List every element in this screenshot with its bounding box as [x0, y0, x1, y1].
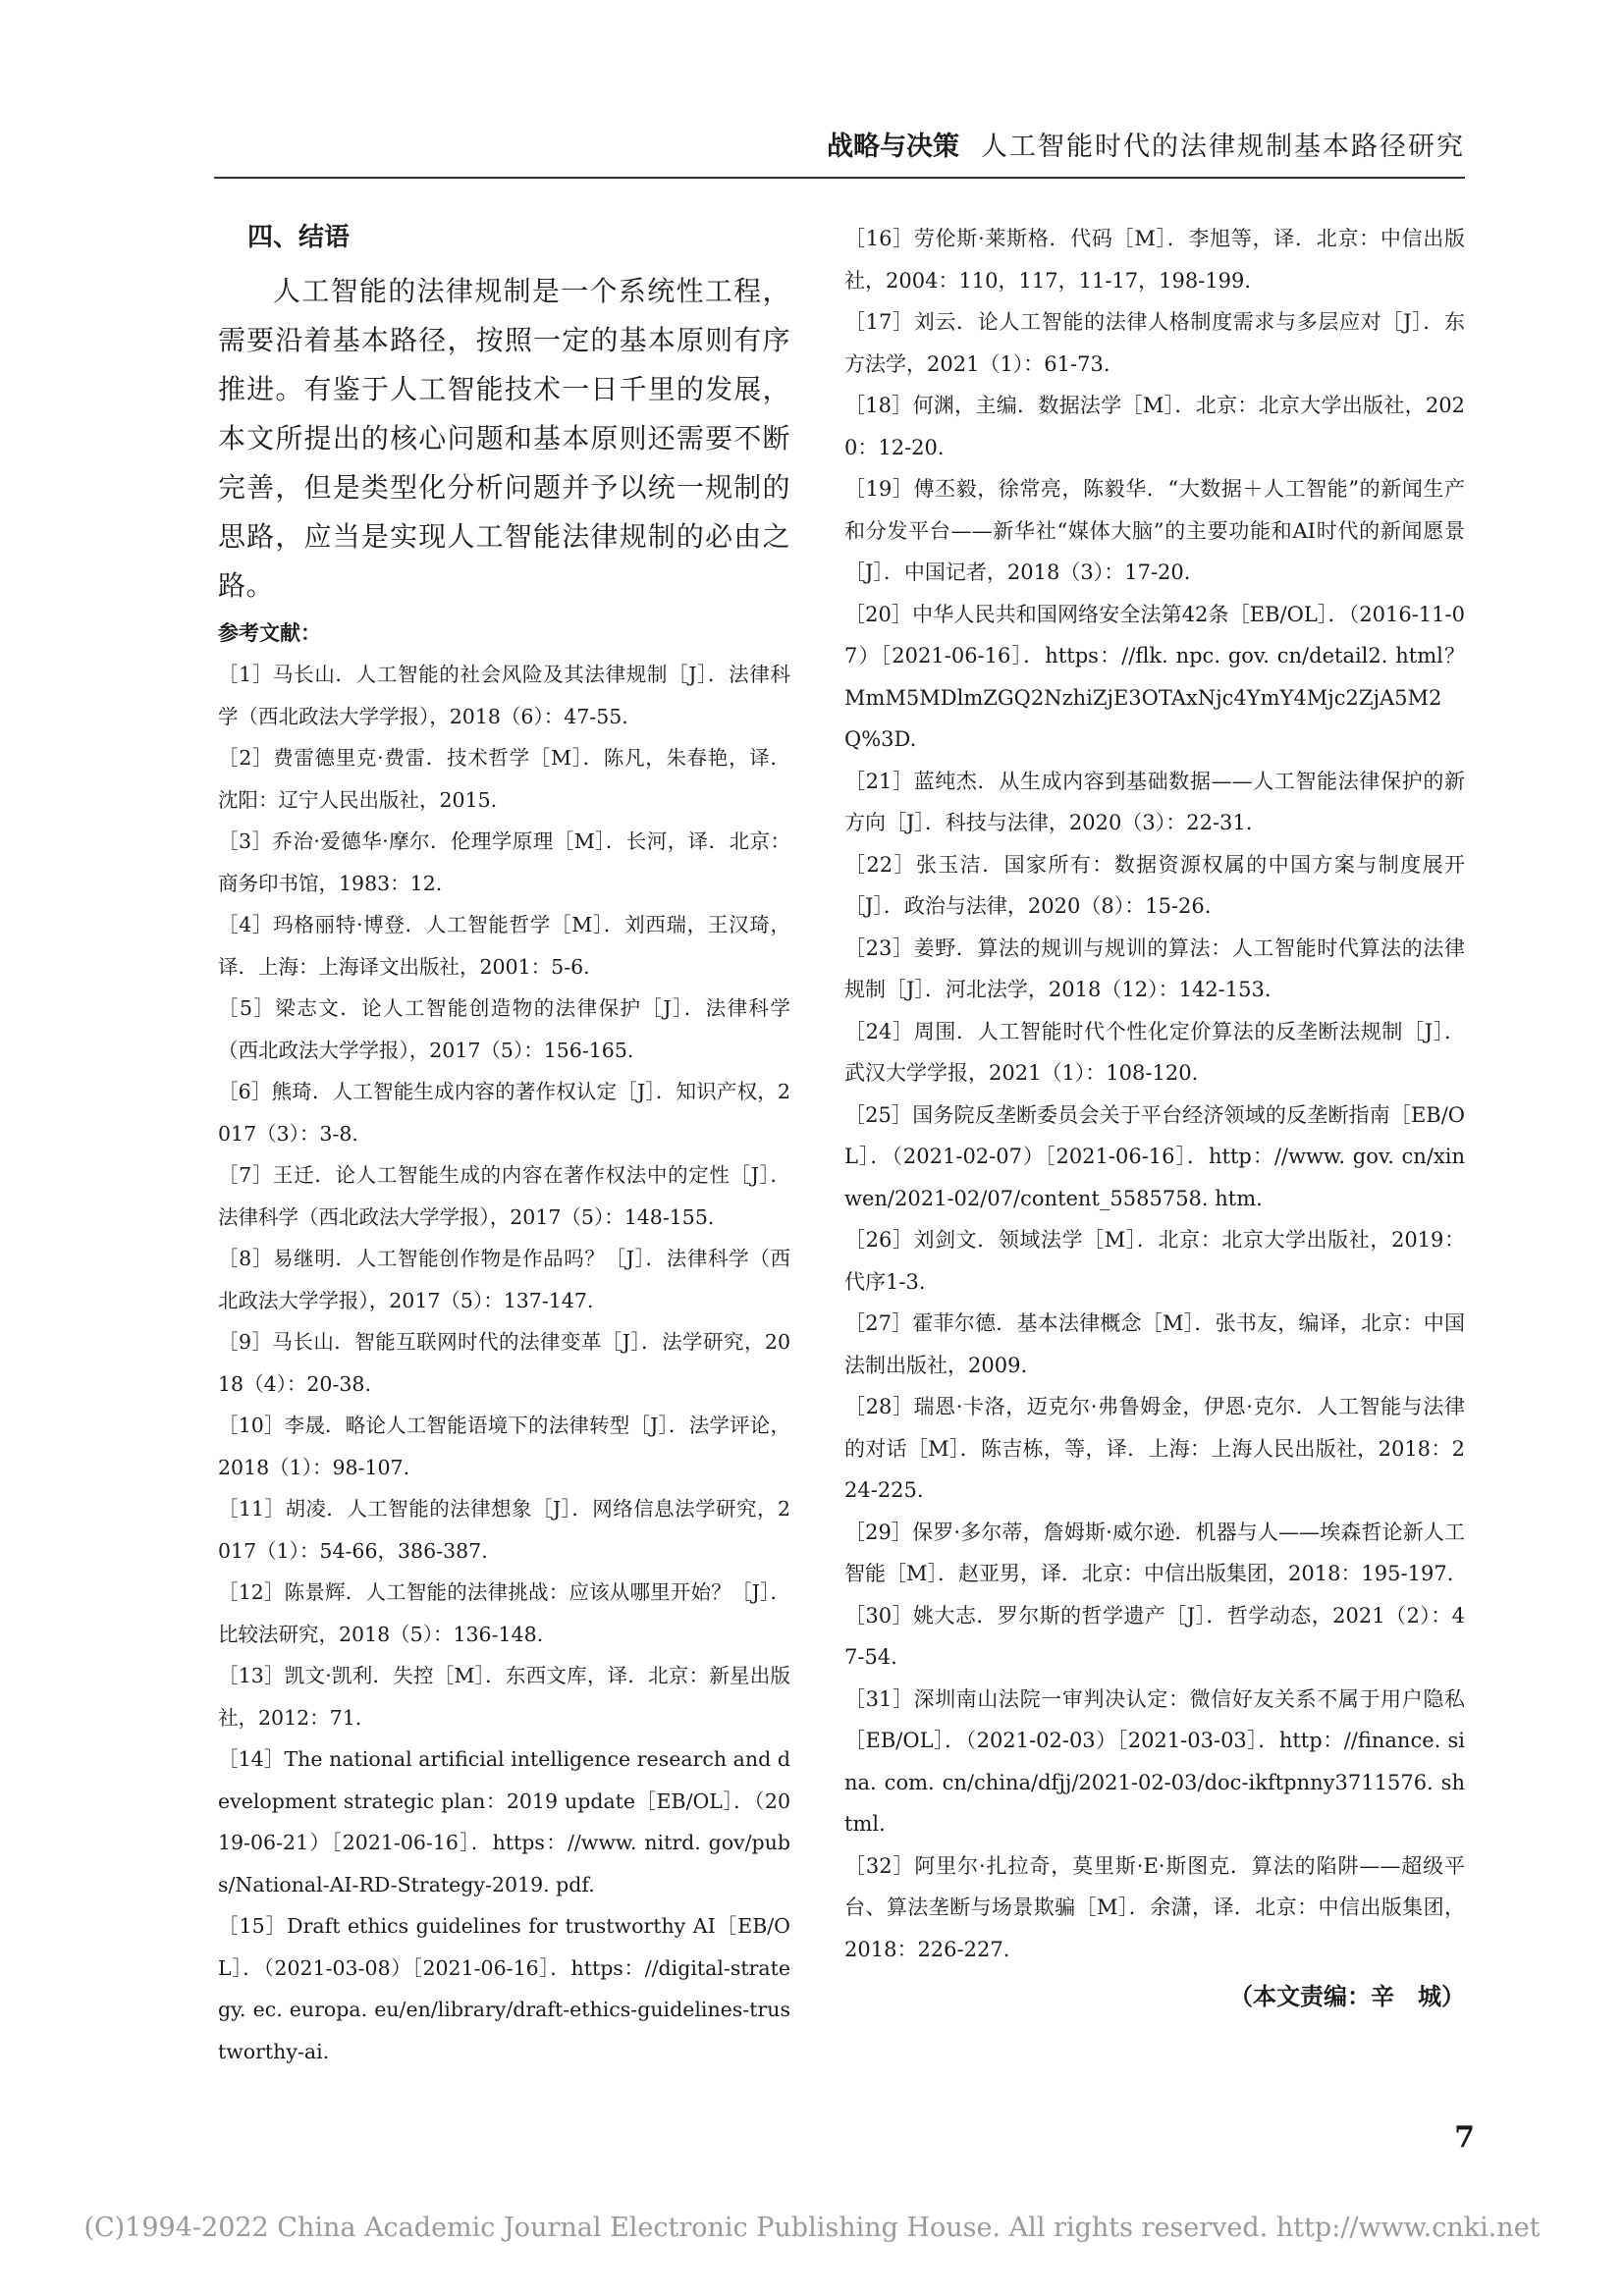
reference-item: ［17］刘云．论人工智能的法律人格制度需求与多层应对［J］．东方法学，2021（1）：61-73. — [844, 310, 1465, 376]
reference-item: ［2］费雷德里克·费雷．技术哲学［M］．陈凡，朱春艳，译．沈阳：辽宁人民出版社，2015. — [218, 746, 790, 812]
reference-item: ［3］乔治·爱德华·摩尔．伦理学原理［M］．长河，译．北京：商务印书馆，1983：12. — [218, 829, 790, 895]
reference-item: ［12］陈景辉．人工智能的法律挑战：应该从哪里开始？［J］．比较法研究，2018（5）：136-148. — [218, 1580, 790, 1646]
section-heading: 四、结语 — [247, 223, 351, 252]
reference-list-right — [844, 218, 1465, 1970]
reference-item: ［19］傅丕毅，徐常亮，陈毅华．“大数据＋人工智能”的新闻生产和分发平台——新华社“媒体大脑”的主要功能和AI时代的新闻愿景［J］．中国记者，2018（3）：17-20. — [844, 477, 1465, 584]
references-heading: 参考文献： — [218, 621, 321, 645]
reference-item: ［32］阿里尔·扎拉奇，莫里斯·E·斯图克．算法的陷阱——超级平台、算法垄断与场景欺骗［M］．余潇，译．北京：中信出版集团，2018：226-227. — [844, 1853, 1465, 1961]
article-running-title: 人工智能时代的法律规制基本路径研究 — [981, 132, 1465, 162]
reference-item: ［15］Draft ethics guidelines for trustworthy AI［EB/OL］．（2021-03-08）［2021-06-16］．https：//digital-strategy. ec. europa. eu/en/library/draft-ethics-guidelines-trustworthy-ai. — [218, 1914, 790, 2063]
left-column — [218, 218, 790, 2072]
reference-item: ［29］保罗·多尔蒂，詹姆斯·威尔逊．机器与人——埃森哲论新人工智能［M］．赵亚男，译．北京：中信出版集团，2018：195-197. — [844, 1520, 1465, 1585]
reference-item: ［26］刘剑文．领域法学［M］．北京：北京大学出版社，2019：代序1-3. — [844, 1228, 1465, 1294]
reference-item: ［8］易继明．人工智能创作物是作品吗？［J］．法律科学（西北政法大学学报），2017（5）：137-147. — [218, 1247, 790, 1312]
reference-item: ［20］中华人民共和国网络安全法第42条［EB/OL］．（2016-11-07）［2021-06-16］．https：//flk. npc. gov. cn/detail2. html？MmM5MDlmZGQ2NzhiZjE3OTAxNjc4YmY4Mjc2ZjA5M2Q%3D. — [844, 602, 1465, 751]
reference-item: ［24］周围．人工智能时代个性化定价算法的反垄断法规制［J］．武汉大学学报，2021（1）：108-120. — [844, 1019, 1465, 1085]
reference-item: ［23］姜野．算法的规训与规训的算法：人工智能时代算法的法律规制［J］．河北法学，2018（12）：142-153. — [844, 935, 1465, 1001]
page-number: 7 — [1454, 2120, 1475, 2155]
reference-item: ［7］王迁．论人工智能生成的内容在著作权法中的定性［J］．法律科学（西北政法大学学报），2017（5）：148-155. — [218, 1163, 790, 1229]
reference-item: ［18］何渊，主编．数据法学［M］．北京：北京大学出版社，2020：12-20. — [844, 394, 1465, 459]
reference-item: ［9］马长山．智能互联网时代的法律变革［J］．法学研究，2018（4）：20-38. — [218, 1330, 790, 1396]
reference-item: ［5］梁志文．论人工智能创造物的法律保护［J］．法律科学（西北政法大学学报），2017（5）：156-165. — [218, 996, 790, 1062]
running-header — [0, 130, 1465, 165]
reference-item: ［11］胡凌．人工智能的法律想象［J］．网络信息法学研究，2017（1）：54-66，386-387. — [218, 1497, 790, 1563]
reference-item: ［25］国务院反垄断委员会关于平台经济领域的反垄断指南［EB/OL］．（2021-02-07）［2021-06-16］．http：//www. gov. cn/xinwen/2021-02/07/content_5585758. htm. — [844, 1102, 1465, 1210]
reference-item: ［6］熊琦．人工智能生成内容的著作权认定［J］．知识产权，2017（3）：3-8. — [218, 1080, 790, 1146]
reference-item: ［16］劳伦斯·莱斯格．代码［M］．李旭等，译．北京：中信出版社，2004：110，117，11-17，198-199. — [844, 227, 1465, 293]
right-column — [844, 218, 1465, 2017]
reference-item: ［27］霍菲尔德．基本法律概念［M］．张书友，编译，北京：中国法制出版社，2009. — [844, 1311, 1465, 1377]
editor-note: （本文责编：辛 城） — [1229, 1983, 1465, 2010]
reference-item: ［31］深圳南山法院一审判决认定：微信好友关系不属于用户隐私［EB/OL］．（2021-02-03）［2021-03-03］．http：//finance. sina. com. cn/china/dfjj/2021-02-03/doc-ikftpnny3711576. shtml. — [844, 1686, 1465, 1836]
reference-list-left — [218, 654, 790, 2072]
reference-item: ［13］凯文·凯利．失控［M］．东西文库，译．北京：新星出版社，2012：71. — [218, 1664, 790, 1730]
copyright-footer: (C)1994-2022 China Academic Journal Electronic Publishing House. All rights reserved. http://www.cnki.net — [83, 2213, 1541, 2243]
reference-item: ［10］李晟．略论人工智能语境下的法律转型［J］．法学评论，2018（1）：98-107. — [218, 1414, 790, 1479]
reference-item: ［21］蓝纯杰．从生成内容到基础数据——人工智能法律保护的新方向［J］．科技与法律，2020（3）：22-31. — [844, 769, 1465, 834]
journal-section-name: 战略与决策 — [827, 132, 959, 162]
reference-item: ［30］姚大志．罗尔斯的哲学遗产［J］．哲学动态，2021（2）：47-54. — [844, 1603, 1465, 1669]
reference-item: ［1］马长山．人工智能的社会风险及其法律规制［J］．法律科学（西北政法大学学报），2018（6）：47-55. — [218, 663, 790, 728]
reference-item: ［28］瑞恩·卡洛，迈克尔·弗鲁姆金，伊恩·克尔．人工智能与法律的对话［M］．陈吉栋，等，译．上海：上海人民出版社，2018：224-225. — [844, 1395, 1465, 1502]
reference-item: ［22］张玉洁．国家所有：数据资源权属的中国方案与制度展开［J］．政治与法律，2020（8）：15-26. — [844, 852, 1465, 918]
reference-item: ［14］The national artificial intelligence research and development strategic plan：2019 update［EB/OL］．（2019-06-21）［2021-06-16］．https：//www. nitrd. gov/pubs/National-AI-RD-Strategy-2019. pdf. — [218, 1747, 790, 1896]
header-rule — [214, 177, 1465, 179]
conclusion-paragraph: 人工智能的法律规制是一个系统性工程，需要沿着基本路径，按照一定的基本原则有序推进。有鉴于人工智能技术一日千里的发展，本文所提出的核心问题和基本原则还需要不断完善，但是类型化分析问题并予以统一规制的思路，应当是实现人工智能法律规制的必由之路。 — [218, 275, 790, 602]
reference-item: ［4］玛格丽特·博登．人工智能哲学［M］．刘西瑞，王汉琦，译．上海：上海译文出版社，2001：5-6. — [218, 913, 790, 979]
